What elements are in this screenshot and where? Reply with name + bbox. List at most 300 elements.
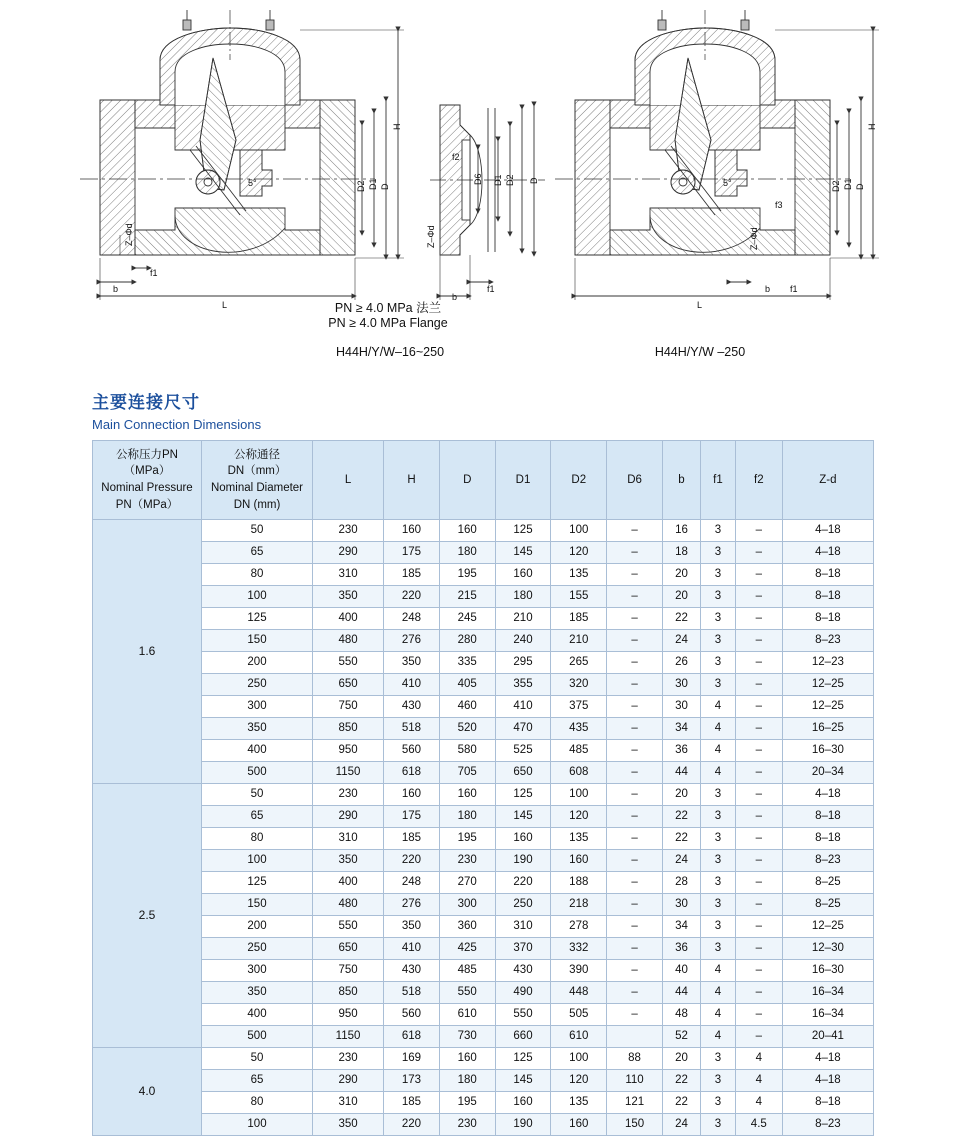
dimension-cell: 8–18 — [782, 1092, 873, 1114]
nominal-diameter-cell: 50 — [202, 520, 313, 542]
table-header-line: f2 — [754, 473, 764, 486]
dimension-cell: 278 — [551, 916, 607, 938]
table-header-cell-9 — [701, 441, 736, 520]
dimension-cell: 230 — [313, 1048, 384, 1070]
dimension-cell: 3 — [701, 806, 736, 828]
table-row — [93, 850, 874, 872]
dimension-cell: 3 — [701, 608, 736, 630]
dimension-cell: 16–25 — [782, 718, 873, 740]
label-angle-left: 5° — [248, 178, 257, 188]
main-connection-dimensions-table — [92, 440, 874, 1136]
table-header-line: DN (mm) — [233, 498, 281, 511]
dimension-cell: 8–18 — [782, 828, 873, 850]
dimension-cell: 350 — [384, 916, 440, 938]
dimension-cell: 4 — [735, 1092, 782, 1114]
dimension-cell: – — [607, 872, 663, 894]
label-zd-right: Z–Φd — [749, 227, 759, 250]
dimension-cell: 160 — [384, 784, 440, 806]
dimension-cell: 8–23 — [782, 1114, 873, 1136]
dimension-cell: 26 — [662, 652, 700, 674]
dimension-cell: 145 — [495, 806, 551, 828]
dimension-cell: 390 — [551, 960, 607, 982]
dimension-cell: 16 — [662, 520, 700, 542]
dimension-cell: 185 — [384, 564, 440, 586]
table-header-cell-11 — [782, 441, 873, 520]
dimension-cell: 310 — [313, 564, 384, 586]
dimension-cell: 320 — [551, 674, 607, 696]
table-header-line: 公称压力PN — [116, 448, 178, 461]
technical-drawing-area — [0, 0, 960, 370]
dimension-cell: 750 — [313, 960, 384, 982]
dimension-cell: 34 — [662, 718, 700, 740]
dimension-cell: 430 — [495, 960, 551, 982]
dimension-cell: 490 — [495, 982, 551, 1004]
dimension-cell: 3 — [701, 586, 736, 608]
dimension-cell: 4 — [701, 1026, 736, 1048]
label-D2-mid: D2 — [505, 174, 515, 186]
dimension-cell: 24 — [662, 850, 700, 872]
dimension-cell: 608 — [551, 762, 607, 784]
dimension-cell: – — [607, 806, 663, 828]
label-f1-right: f1 — [790, 284, 798, 294]
dimension-cell: 3 — [701, 674, 736, 696]
dimension-cell: 610 — [439, 1004, 495, 1026]
dimension-cell: 160 — [384, 520, 440, 542]
dimension-cell: 230 — [439, 850, 495, 872]
dimension-cell: 180 — [439, 542, 495, 564]
dimension-cell: 12–25 — [782, 674, 873, 696]
table-row — [93, 938, 874, 960]
dimension-cell: – — [607, 564, 663, 586]
dimension-cell: 290 — [313, 542, 384, 564]
dimension-cell: 405 — [439, 674, 495, 696]
table-row — [93, 784, 874, 806]
nominal-diameter-cell: 400 — [202, 740, 313, 762]
dimension-cell: 580 — [439, 740, 495, 762]
dimension-cell: – — [607, 938, 663, 960]
nominal-diameter-cell: 200 — [202, 652, 313, 674]
table-row — [93, 608, 874, 630]
table-row — [93, 982, 874, 1004]
dimension-cell: 210 — [495, 608, 551, 630]
dimension-cell: 8–18 — [782, 806, 873, 828]
dimension-cell: 3 — [701, 1048, 736, 1070]
dimension-cell: 230 — [439, 1114, 495, 1136]
dimension-cell: – — [735, 894, 782, 916]
label-f1-mid: f1 — [487, 284, 495, 294]
nominal-pressure-cell: 4.0 — [93, 1048, 202, 1136]
table-row — [93, 542, 874, 564]
table-row — [93, 762, 874, 784]
dimension-cell: 16–34 — [782, 1004, 873, 1026]
dimension-cell: 245 — [439, 608, 495, 630]
dimension-cell: 36 — [662, 938, 700, 960]
dimension-cell: – — [607, 586, 663, 608]
nominal-diameter-cell: 500 — [202, 1026, 313, 1048]
dimension-cell: 220 — [384, 850, 440, 872]
dimension-cell: 4–18 — [782, 784, 873, 806]
dimension-cell: 22 — [662, 828, 700, 850]
label-D1-left: D1 — [368, 178, 378, 190]
nominal-diameter-cell: 100 — [202, 850, 313, 872]
dimension-cell: 3 — [701, 542, 736, 564]
dimension-cell: 448 — [551, 982, 607, 1004]
dimension-cell: 24 — [662, 630, 700, 652]
dimension-cell: 3 — [701, 630, 736, 652]
dimension-cell: 195 — [439, 564, 495, 586]
label-zd-left: Z–Φd — [124, 223, 134, 246]
dimension-cell: 20–34 — [782, 762, 873, 784]
nominal-diameter-cell: 500 — [202, 762, 313, 784]
table-body — [93, 520, 874, 1136]
dimension-cell: – — [735, 1026, 782, 1048]
label-f3-right: f3 — [775, 200, 783, 210]
dimension-cell: – — [607, 960, 663, 982]
dimension-cell: 218 — [551, 894, 607, 916]
nominal-diameter-cell: 250 — [202, 938, 313, 960]
dimension-cell: 160 — [551, 850, 607, 872]
table-header-cell-3 — [384, 441, 440, 520]
dimension-cell: – — [607, 850, 663, 872]
dimension-cell: 4 — [701, 696, 736, 718]
nominal-diameter-cell: 80 — [202, 828, 313, 850]
table-row — [93, 520, 874, 542]
dimension-cell: 8–25 — [782, 894, 873, 916]
dimension-cell: 250 — [495, 894, 551, 916]
dimension-cell: 550 — [313, 652, 384, 674]
nominal-diameter-cell: 100 — [202, 586, 313, 608]
dimension-cell: 20 — [662, 586, 700, 608]
dimension-cell: 4 — [701, 762, 736, 784]
dimension-cell: 220 — [495, 872, 551, 894]
dimension-cell: – — [735, 586, 782, 608]
dimension-cell: – — [607, 982, 663, 1004]
dimension-cell: 195 — [439, 1092, 495, 1114]
dimension-cell: 400 — [313, 608, 384, 630]
dimension-cell: 8–18 — [782, 608, 873, 630]
dimension-cell: – — [735, 828, 782, 850]
dimension-cell: 22 — [662, 1092, 700, 1114]
dimension-cell: 88 — [607, 1048, 663, 1070]
dimension-cell: 188 — [551, 872, 607, 894]
table-header-cell-4 — [439, 441, 495, 520]
dimension-cell: 135 — [551, 1092, 607, 1114]
table-row — [93, 872, 874, 894]
table-row — [93, 740, 874, 762]
dimension-cell: – — [735, 872, 782, 894]
dimension-cell: – — [735, 916, 782, 938]
dimension-cell: 518 — [384, 718, 440, 740]
table-row — [93, 718, 874, 740]
nominal-pressure-cell: 1.6 — [93, 520, 202, 784]
dimension-cell: – — [735, 784, 782, 806]
dimension-cell: 120 — [551, 542, 607, 564]
dimension-cell: 290 — [313, 806, 384, 828]
dimension-cell: 705 — [439, 762, 495, 784]
table-row — [93, 564, 874, 586]
table-header-line: f1 — [713, 473, 723, 486]
label-D-mid: D — [529, 177, 539, 184]
dimension-cell: 3 — [701, 850, 736, 872]
table-row — [93, 1004, 874, 1026]
table-header-line: （MPa） — [123, 465, 171, 478]
table-header-line: D — [463, 473, 472, 486]
table-header-line: Nominal Diameter — [210, 482, 304, 494]
dimension-cell: 4–18 — [782, 1070, 873, 1092]
dimension-cell: 3 — [701, 784, 736, 806]
dimension-cell: 480 — [313, 630, 384, 652]
dimension-cell: 950 — [313, 1004, 384, 1026]
label-D-right: D — [855, 183, 865, 190]
dimension-cell: 660 — [495, 1026, 551, 1048]
dimension-cell: 8–25 — [782, 872, 873, 894]
dimension-cell: 180 — [439, 1070, 495, 1092]
dimension-cell: – — [735, 740, 782, 762]
dimension-cell: 350 — [313, 586, 384, 608]
dimension-cell: 16–34 — [782, 982, 873, 1004]
dimension-cell: 400 — [313, 872, 384, 894]
nominal-diameter-cell: 65 — [202, 806, 313, 828]
dimension-cell: 4 — [701, 740, 736, 762]
nominal-diameter-cell: 200 — [202, 916, 313, 938]
dimension-cell: 18 — [662, 542, 700, 564]
dimension-cell: 3 — [701, 564, 736, 586]
dimension-cell: 360 — [439, 916, 495, 938]
dimension-cell: 350 — [313, 1114, 384, 1136]
dimension-cell: – — [735, 696, 782, 718]
dimension-cell: 410 — [384, 938, 440, 960]
dimension-cell: – — [607, 1004, 663, 1026]
dimension-cell: 332 — [551, 938, 607, 960]
dimension-cell: 430 — [384, 960, 440, 982]
dimension-cell: 34 — [662, 916, 700, 938]
table-head — [93, 441, 874, 520]
dimension-cell: 16–30 — [782, 960, 873, 982]
dimension-cell: 100 — [551, 520, 607, 542]
dimension-cell: 160 — [439, 1048, 495, 1070]
dimension-cell: – — [607, 630, 663, 652]
table-header-line: H — [407, 473, 416, 486]
dimension-cell: 430 — [384, 696, 440, 718]
table-header-cell-5 — [495, 441, 551, 520]
label-b-left: b — [113, 284, 119, 294]
dimension-cell: 20 — [662, 564, 700, 586]
dimension-cell: 145 — [495, 542, 551, 564]
dimension-cell: – — [607, 652, 663, 674]
dimension-cell: 175 — [384, 806, 440, 828]
nominal-diameter-cell: 300 — [202, 960, 313, 982]
dimension-cell: 8–18 — [782, 586, 873, 608]
dimension-cell: 435 — [551, 718, 607, 740]
table-row — [93, 1026, 874, 1048]
nominal-diameter-cell: 65 — [202, 1070, 313, 1092]
table-header-line: PN（MPa） — [115, 498, 179, 511]
dimension-cell: 3 — [701, 916, 736, 938]
dimension-cell: 30 — [662, 696, 700, 718]
dimension-cell: 100 — [551, 1048, 607, 1070]
dimension-cell: 610 — [551, 1026, 607, 1048]
dimension-cell: 125 — [495, 520, 551, 542]
dimension-cell: 185 — [384, 1092, 440, 1114]
dimension-cell: – — [607, 916, 663, 938]
dimension-cell: 4–18 — [782, 520, 873, 542]
dimension-cell: 850 — [313, 718, 384, 740]
dimension-cell: 4–18 — [782, 542, 873, 564]
table-header-line: D6 — [627, 473, 642, 486]
dimension-cell: 100 — [551, 784, 607, 806]
table-header-line: L — [344, 473, 352, 486]
dimension-cell: 110 — [607, 1070, 663, 1092]
dimension-cell: 3 — [701, 1070, 736, 1092]
table-row — [93, 696, 874, 718]
dimension-cell — [607, 1026, 663, 1048]
dimension-cell: 410 — [384, 674, 440, 696]
dimension-cell: 190 — [495, 1114, 551, 1136]
dimension-cell: – — [607, 828, 663, 850]
dimension-cell: 1150 — [313, 1026, 384, 1048]
dimension-cell: 370 — [495, 938, 551, 960]
section-heading — [92, 388, 261, 432]
nominal-diameter-cell: 65 — [202, 542, 313, 564]
dimension-cell: – — [607, 740, 663, 762]
dimension-cell: 4 — [701, 960, 736, 982]
dimension-cell: 135 — [551, 828, 607, 850]
dimension-cell: – — [607, 608, 663, 630]
dimension-cell: 3 — [701, 1114, 736, 1136]
dimension-cell: 160 — [439, 520, 495, 542]
dimension-cell: 160 — [495, 564, 551, 586]
dimension-cell: 300 — [439, 894, 495, 916]
table-row — [93, 586, 874, 608]
dimension-cell: 470 — [495, 718, 551, 740]
table-header-cell-0 — [93, 441, 202, 520]
dimension-cell: 175 — [384, 542, 440, 564]
dimension-cell: 520 — [439, 718, 495, 740]
label-D2-right: D2 — [831, 180, 841, 192]
dimension-cell: 280 — [439, 630, 495, 652]
dimension-cell: – — [735, 564, 782, 586]
nominal-diameter-cell: 80 — [202, 564, 313, 586]
dimension-cell: 8–23 — [782, 630, 873, 652]
dimension-cell: – — [607, 520, 663, 542]
table-header-line: D2 — [571, 473, 587, 486]
dimension-cell: 8–18 — [782, 564, 873, 586]
dimension-cell: 121 — [607, 1092, 663, 1114]
table-header-cell-7 — [607, 441, 663, 520]
dimension-cell: 730 — [439, 1026, 495, 1048]
dimension-cell: – — [607, 674, 663, 696]
dimension-cell: 248 — [384, 872, 440, 894]
label-zd-mid: Z–Φd — [426, 225, 436, 248]
table-header-line: Nominal Pressure — [101, 482, 193, 494]
dimension-cell: 20 — [662, 1048, 700, 1070]
dimension-cell: 750 — [313, 696, 384, 718]
dimension-cell: 276 — [384, 630, 440, 652]
dimension-cell: 560 — [384, 1004, 440, 1026]
dimension-cell: – — [735, 938, 782, 960]
table-header-row — [93, 441, 874, 520]
dimension-cell: – — [735, 630, 782, 652]
dimension-cell: – — [735, 542, 782, 564]
dimension-cell: 145 — [495, 1070, 551, 1092]
table-row — [93, 1114, 874, 1136]
label-b-right: b — [765, 284, 771, 294]
dimension-cell: 220 — [384, 586, 440, 608]
dimension-cell: 215 — [439, 586, 495, 608]
dimension-cell: 618 — [384, 1026, 440, 1048]
dimension-cell: 485 — [551, 740, 607, 762]
table-header-line: DN（mm） — [227, 465, 287, 478]
dimension-cell: 350 — [384, 652, 440, 674]
table-header-line: D1 — [515, 473, 531, 486]
dimension-cell: 3 — [701, 1092, 736, 1114]
dimension-cell: 160 — [439, 784, 495, 806]
dimension-cell: 350 — [313, 850, 384, 872]
table-row — [93, 960, 874, 982]
dimension-cell: 3 — [701, 520, 736, 542]
dimension-cell: 20–41 — [782, 1026, 873, 1048]
dimension-cell: 40 — [662, 960, 700, 982]
dimension-cell: – — [735, 652, 782, 674]
dimension-cell: – — [735, 1004, 782, 1026]
table-row — [93, 652, 874, 674]
dimension-cell: – — [735, 718, 782, 740]
dimension-cell: 650 — [313, 674, 384, 696]
table-row — [93, 674, 874, 696]
dimension-cell: 30 — [662, 894, 700, 916]
nominal-diameter-cell: 150 — [202, 894, 313, 916]
dimension-cell: 3 — [701, 828, 736, 850]
table-header-line: 公称通径 — [234, 448, 280, 461]
dimension-cell: – — [735, 982, 782, 1004]
dimension-cell: 155 — [551, 586, 607, 608]
label-f2-mid: f2 — [452, 152, 460, 162]
nominal-diameter-cell: 350 — [202, 982, 313, 1004]
dimension-cell: – — [735, 762, 782, 784]
table-row — [93, 916, 874, 938]
dimension-cell: 125 — [495, 784, 551, 806]
dimension-cell: 120 — [551, 1070, 607, 1092]
dimension-cell: 4 — [701, 718, 736, 740]
dimension-cell: 44 — [662, 982, 700, 1004]
table-row — [93, 894, 874, 916]
dimension-cell: 185 — [384, 828, 440, 850]
dimension-cell: 505 — [551, 1004, 607, 1026]
table-row — [93, 806, 874, 828]
nominal-diameter-cell: 80 — [202, 1092, 313, 1114]
dimension-cell: 248 — [384, 608, 440, 630]
label-L-left: L — [222, 300, 228, 310]
dimension-cell: 48 — [662, 1004, 700, 1026]
table-row — [93, 1070, 874, 1092]
dimension-cell: 120 — [551, 806, 607, 828]
dimension-cell: 22 — [662, 806, 700, 828]
dimension-cell: 180 — [495, 586, 551, 608]
dimension-cell: 210 — [551, 630, 607, 652]
nominal-diameter-cell: 100 — [202, 1114, 313, 1136]
dimension-cell: 950 — [313, 740, 384, 762]
dimension-cell: 160 — [495, 1092, 551, 1114]
dimension-cell: 310 — [495, 916, 551, 938]
dimension-cell: 22 — [662, 1070, 700, 1092]
dimension-cell: 618 — [384, 762, 440, 784]
table-header-cell-8 — [662, 441, 700, 520]
model-label-right: H44H/Y/W –250 — [654, 345, 746, 359]
dimension-cell: 44 — [662, 762, 700, 784]
dimension-cell: 4 — [701, 982, 736, 1004]
label-L-right: L — [697, 300, 703, 310]
dimension-cell: 560 — [384, 740, 440, 762]
